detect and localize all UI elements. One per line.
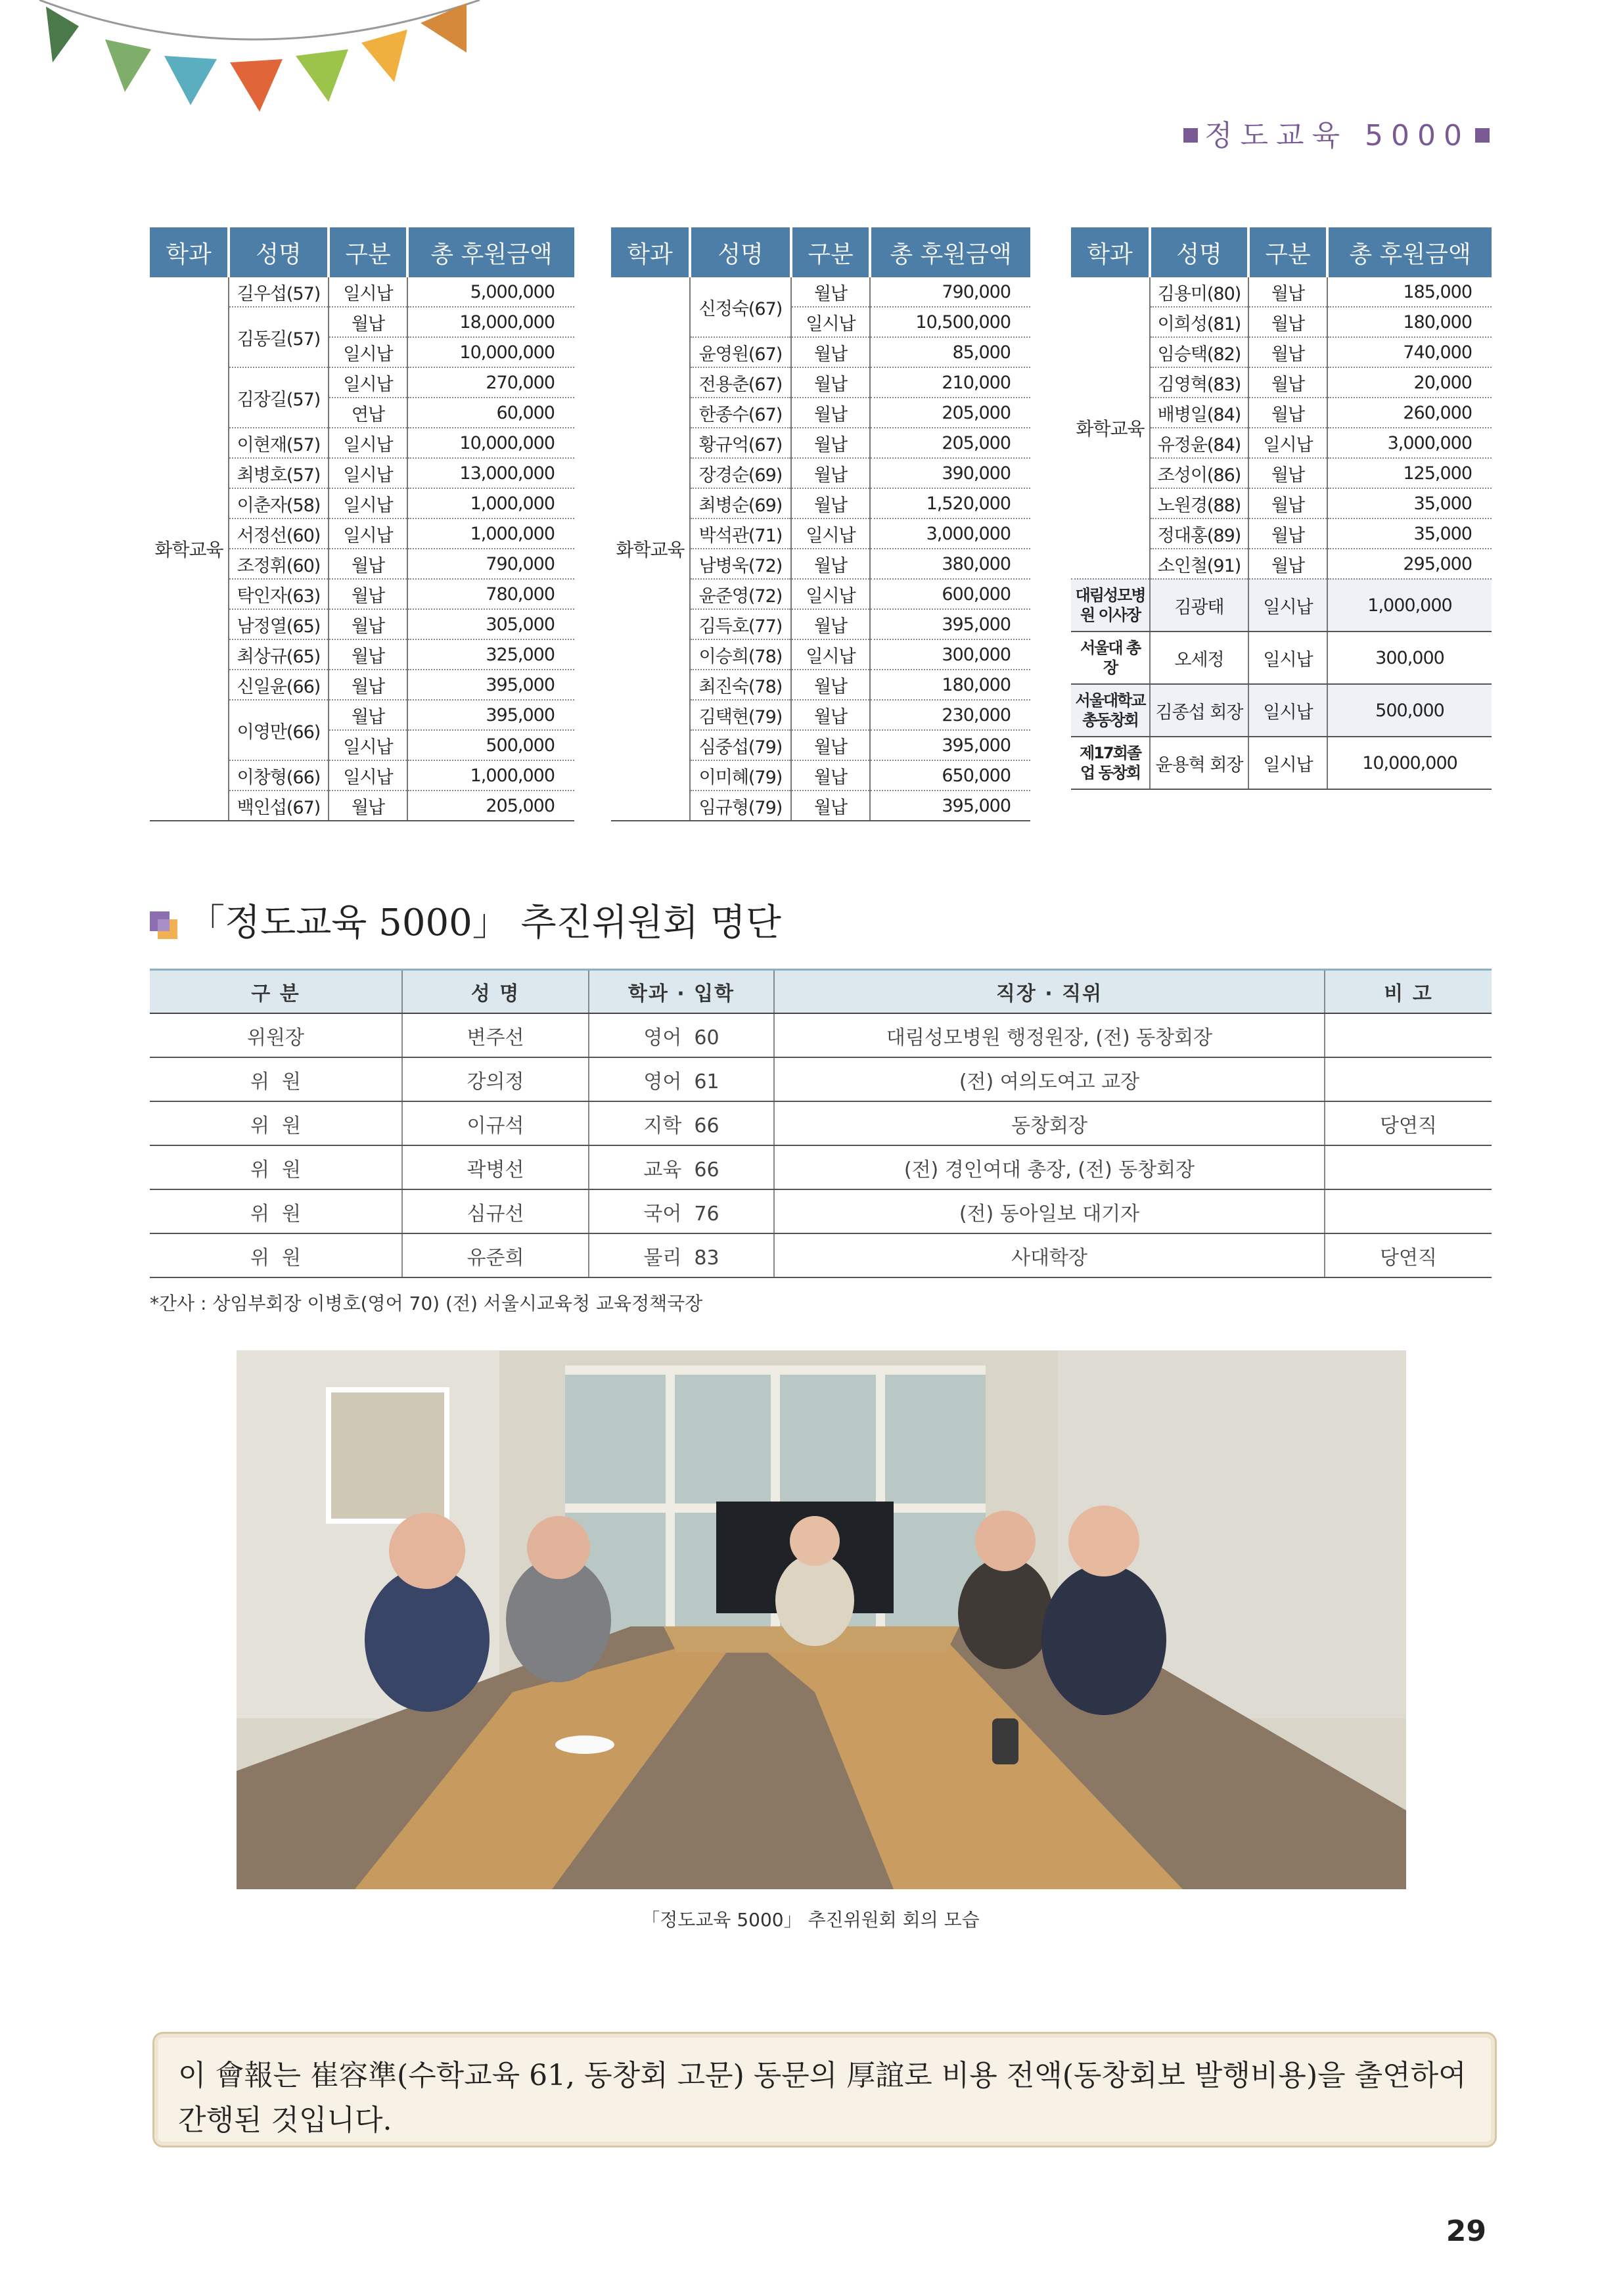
donor-name: 김장길(57) — [229, 367, 329, 428]
donation-amount: 205,000 — [870, 428, 1030, 458]
donor-name: 김광태 — [1150, 579, 1248, 631]
donor-name: 김득호(77) — [690, 609, 791, 639]
payment-type: 일시납 — [1248, 631, 1327, 684]
donation-amount: 205,000 — [870, 398, 1030, 428]
donation-amount: 3,000,000 — [1327, 428, 1492, 458]
payment-type: 월납 — [791, 730, 870, 760]
position-cell: (전) 여의도여고 교장 — [774, 1057, 1325, 1101]
payment-type: 월납 — [1248, 367, 1327, 398]
donation-amount: 600,000 — [870, 579, 1030, 609]
donor-name: 이희성(81) — [1150, 307, 1248, 337]
donation-amount: 380,000 — [870, 549, 1030, 579]
donation-amount: 210,000 — [870, 367, 1030, 398]
committee-row — [150, 1189, 1492, 1233]
remark-cell — [1325, 1145, 1492, 1189]
donation-amount: 13,000,000 — [407, 458, 574, 488]
donation-amount: 18,000,000 — [407, 307, 574, 337]
payment-type: 월납 — [791, 549, 870, 579]
position-cell: 동창회장 — [774, 1101, 1325, 1145]
payment-type: 월납 — [1248, 488, 1327, 518]
donation-amount: 300,000 — [870, 639, 1030, 670]
donor-name: 유정윤(84) — [1150, 428, 1248, 458]
donor-name: 백인섭(67) — [229, 791, 329, 821]
donation-amount: 790,000 — [870, 277, 1030, 307]
donation-amount: 500,000 — [407, 730, 574, 760]
payment-type: 월납 — [1248, 549, 1327, 579]
remark-cell — [1325, 1189, 1492, 1233]
committee-row — [150, 1145, 1492, 1189]
payment-type: 월납 — [791, 670, 870, 700]
donor-name: 서정선(60) — [229, 518, 329, 549]
donor-row-special — [1071, 631, 1492, 684]
payment-type: 일시납 — [329, 337, 407, 367]
payment-type: 일시납 — [329, 730, 407, 760]
payment-type: 월납 — [1248, 398, 1327, 428]
position-cell: (전) 동아일보 대기자 — [774, 1189, 1325, 1233]
dept-year-cell: 지학 66 — [589, 1101, 774, 1145]
donor-table-1: 학과 성명 구분 총 후원금액 화학교육 길우섭(57) 일시납 5,000,000 김동길(57) 월납 18,000,000 일시납 10,000,000 김장길(57) 일시납 270,000 연납 60,000 이현재(57) 일시납 10,000,000 최병호(57) 일시납 13,000,000 이춘자(58) 일시납 1,000,000 서정선(60) 일시납 1,000,000 조정휘(60) 월납 790,000 탁인자(63) 월납 780,000 남정열(65) 월납 305,000 최상규(65) 월납 325,000 신일윤(66) 월납 395,000 이영만(66) 월납 395,000 일시납 500,000 이창형(66) 일시납 1,000,000 백인섭(67) 월납 205,000 — [150, 227, 574, 821]
member-name: 강의정 — [402, 1057, 589, 1101]
payment-type: 월납 — [1248, 307, 1327, 337]
donor-name: 김택현(79) — [690, 700, 791, 730]
donation-amount: 650,000 — [870, 760, 1030, 791]
donation-amount: 780,000 — [407, 579, 574, 609]
payment-type: 월납 — [329, 549, 407, 579]
position-cell: 사대학장 — [774, 1233, 1325, 1277]
payment-type: 월납 — [329, 700, 407, 730]
donor-name: 탁인자(63) — [229, 579, 329, 609]
role-cell: 위 원 — [150, 1101, 402, 1145]
donor-name: 소인철(91) — [1150, 549, 1248, 579]
payment-type: 일시납 — [329, 277, 407, 307]
donor-name: 이창형(66) — [229, 760, 329, 791]
donor-row — [150, 277, 574, 307]
donor-name: 조정휘(60) — [229, 549, 329, 579]
payment-type: 일시납 — [1248, 428, 1327, 458]
donation-amount: 10,000,000 — [407, 337, 574, 367]
donation-amount: 395,000 — [870, 791, 1030, 821]
dept-cell: 화학교육 — [611, 277, 690, 821]
remark-cell: 당연직 — [1325, 1233, 1492, 1277]
donation-amount: 5,000,000 — [407, 277, 574, 307]
donation-amount: 395,000 — [407, 670, 574, 700]
donation-amount: 305,000 — [407, 609, 574, 639]
donation-amount: 1,000,000 — [407, 760, 574, 791]
member-name: 곽병선 — [402, 1145, 589, 1189]
payment-type: 일시납 — [791, 639, 870, 670]
donation-amount: 185,000 — [1327, 277, 1492, 307]
payment-type: 연납 — [329, 398, 407, 428]
donor-row-special — [1071, 737, 1492, 789]
donor-name: 남정열(65) — [229, 609, 329, 639]
member-name: 유준희 — [402, 1233, 589, 1277]
donation-amount: 1,520,000 — [870, 488, 1030, 518]
donor-name: 김종섭 회장 — [1150, 684, 1248, 737]
donation-amount: 790,000 — [407, 549, 574, 579]
donor-name: 윤준영(72) — [690, 579, 791, 609]
page-number: 29 — [1446, 2215, 1486, 2248]
role-cell: 위원장 — [150, 1013, 402, 1057]
payment-type: 월납 — [1248, 337, 1327, 367]
donation-amount: 10,000,000 — [407, 428, 574, 458]
donor-row-special — [1071, 579, 1492, 631]
donor-name: 최진숙(78) — [690, 670, 791, 700]
dept-year-cell: 영어 61 — [589, 1057, 774, 1101]
payment-type: 월납 — [791, 398, 870, 428]
donor-name: 임규형(79) — [690, 791, 791, 821]
donation-amount: 35,000 — [1327, 488, 1492, 518]
role-cell: 위 원 — [150, 1233, 402, 1277]
dept-year-cell: 국어 76 — [589, 1189, 774, 1233]
payment-type: 일시납 — [791, 307, 870, 337]
donor-name: 최병순(69) — [690, 488, 791, 518]
donor-name: 최상규(65) — [229, 639, 329, 670]
role-cell: 위 원 — [150, 1057, 402, 1101]
donor-name: 이승희(78) — [690, 639, 791, 670]
donation-amount: 35,000 — [1327, 518, 1492, 549]
committee-row — [150, 1101, 1492, 1145]
donor-name: 이현재(57) — [229, 428, 329, 458]
role-cell: 위 원 — [150, 1189, 402, 1233]
committee-row — [150, 1057, 1492, 1101]
payment-type: 월납 — [329, 307, 407, 337]
payment-type: 월납 — [791, 700, 870, 730]
member-name: 이규석 — [402, 1101, 589, 1145]
donor-name: 길우섭(57) — [229, 277, 329, 307]
member-name: 심규선 — [402, 1189, 589, 1233]
dept-cell: 화학교육 — [150, 277, 229, 821]
donation-amount: 325,000 — [407, 639, 574, 670]
donor-row — [611, 277, 1030, 307]
donation-amount: 295,000 — [1327, 549, 1492, 579]
donation-amount: 10,000,000 — [1327, 737, 1492, 789]
donor-name: 신정숙(67) — [690, 277, 791, 337]
committee-row — [150, 1013, 1492, 1057]
payment-type: 일시납 — [329, 428, 407, 458]
donation-amount: 125,000 — [1327, 458, 1492, 488]
payment-type: 월납 — [1248, 518, 1327, 549]
donation-amount: 180,000 — [1327, 307, 1492, 337]
donation-amount: 740,000 — [1327, 337, 1492, 367]
position-cell: (전) 경인여대 총장, (전) 동창회장 — [774, 1145, 1325, 1189]
photo-caption: 「정도교육 5000」 추진위원회 회의 모습 — [641, 1909, 980, 1931]
remark-cell — [1325, 1057, 1492, 1101]
payment-type: 일시납 — [1248, 737, 1327, 789]
committee-table: 구 분 성 명 학과 · 입학 직장 · 직위 비 고 위원장 변주선 영어 60 대림성모병원 행정원장, (전) 동창회장 위 원 강의정 영어 61 (전) 여의도여고 교장 위 원 이규석 지학 66 동창회장 당연직 위 원 곽병선 교육 66 (전) 경인여대 총장, (전) 동창회장 위 원 심규선 국어 76 (전) 동아일보 대기자 위 원 유준희 물리 83 사대학장 당연직 — [150, 969, 1492, 1278]
payment-type: 월납 — [791, 367, 870, 398]
payment-type: 월납 — [791, 760, 870, 791]
donation-amount: 270,000 — [407, 367, 574, 398]
donor-name: 전용춘(67) — [690, 367, 791, 398]
position-cell: 대림성모병원 행정원장, (전) 동창회장 — [774, 1013, 1325, 1057]
payment-type: 일시납 — [329, 367, 407, 398]
donor-name: 황규억(67) — [690, 428, 791, 458]
sponsor-notice-box — [152, 2032, 1497, 2147]
donor-name: 김동길(57) — [229, 307, 329, 367]
payment-type: 일시납 — [1248, 579, 1327, 631]
payment-type: 월납 — [791, 428, 870, 458]
donor-name: 오세정 — [1150, 631, 1248, 684]
payment-type: 월납 — [329, 639, 407, 670]
payment-type: 일시납 — [329, 458, 407, 488]
donor-name: 노원경(88) — [1150, 488, 1248, 518]
secretary-note: *간사 : 상임부회장 이병호(영어 70) (전) 서울시교육청 교육정책국장 — [150, 1293, 703, 1314]
payment-type: 월납 — [329, 670, 407, 700]
donation-amount: 205,000 — [407, 791, 574, 821]
donor-name: 윤영원(67) — [690, 337, 791, 367]
dept-cell: 화학교육 — [1071, 277, 1150, 579]
payment-type: 월납 — [791, 277, 870, 307]
donor-name: 심중섭(79) — [690, 730, 791, 760]
remark-cell: 당연직 — [1325, 1101, 1492, 1145]
donation-amount: 85,000 — [870, 337, 1030, 367]
dept-cell: 서울대 총장 — [1071, 631, 1150, 684]
donation-amount: 3,000,000 — [870, 518, 1030, 549]
payment-type: 일시납 — [791, 518, 870, 549]
committee-section-title: 「정도교육 5000」 추진위원회 명단 — [150, 894, 781, 946]
donor-name: 남병욱(72) — [690, 549, 791, 579]
donor-table-2: 학과 성명 구분 총 후원금액 화학교육 신정숙(67) 월납 790,000 일시납 10,500,000 윤영원(67) 월납 85,000 전용춘(67) 월납 210,000 한종수(67) 월납 205,000 황규억(67) 월납 205,000 장경순(69) 월납 390,000 최병순(69) 월납 1,520,000 박석관(71) 일시납 3,000,000 남병욱(72) 월납 380,000 윤준영(72) 일시납 600,000 김득호(77) 월납 395,000 이승희(78) 일시납 300,000 최진숙(78) 월납 180,000 김택현(79) 월납 230,000 심중섭(79) 월납 395,000 이미혜(79) 월납 650,000 임규형(79) 월납 395,000 — [611, 227, 1030, 821]
donation-amount: 500,000 — [1327, 684, 1492, 737]
donation-amount: 260,000 — [1327, 398, 1492, 428]
donor-name: 이미혜(79) — [690, 760, 791, 791]
donation-amount: 1,000,000 — [1327, 579, 1492, 631]
payment-type: 일시납 — [791, 579, 870, 609]
dept-cell: 제17회졸업 동창회 — [1071, 737, 1150, 789]
donation-amount: 10,500,000 — [870, 307, 1030, 337]
donor-name: 김영혁(83) — [1150, 367, 1248, 398]
donation-amount: 230,000 — [870, 700, 1030, 730]
role-cell: 위 원 — [150, 1145, 402, 1189]
payment-type: 월납 — [791, 488, 870, 518]
payment-type: 일시납 — [1248, 684, 1327, 737]
donor-name: 정대홍(89) — [1150, 518, 1248, 549]
payment-type: 월납 — [1248, 458, 1327, 488]
donor-name: 김용미(80) — [1150, 277, 1248, 307]
section-header-tag: 정도교육 5000 — [1183, 112, 1490, 154]
square-bullet-icon — [150, 911, 179, 940]
donor-row — [1071, 277, 1492, 307]
donor-name: 장경순(69) — [690, 458, 791, 488]
sponsor-notice-text: 이 會報는 崔容準(수학교육 61, 동창회 고문) 동문의 厚誼로 비용 전액(동창회보 발행비용)을 출연하여 간행된 것입니다. — [178, 2059, 1467, 2137]
remark-cell — [1325, 1013, 1492, 1057]
donor-row-special — [1071, 684, 1492, 737]
donation-amount: 395,000 — [870, 609, 1030, 639]
donor-table-3: 학과 성명 구분 총 후원금액 화학교육 김용미(80) 월납 185,000 이희성(81) 월납 180,000 임승택(82) 월납 740,000 김영혁(83) 월납 20,000 배병일(84) 월납 260,000 유정윤(84) 일시납 3,000,000 조성이(86) 월납 125,000 노원경(88) 월납 35,000 정대홍(89) 월납 35,000 소인철(91) 월납 295,000 대림성모병원 이사장 김광태 일시납 1,000,000 서울대 총장 오세정 일시납 300,000 서울대학교 총동창회 김종섭 회장 일시납 500,000 제17회졸업 동창회 윤용혁 회장 일시납 10,000,000 — [1071, 227, 1492, 790]
dept-cell: 대림성모병원 이사장 — [1071, 579, 1150, 631]
committee-row — [150, 1233, 1492, 1277]
donor-name: 최병호(57) — [229, 458, 329, 488]
payment-type: 월납 — [329, 791, 407, 821]
donation-amount: 390,000 — [870, 458, 1030, 488]
dept-year-cell: 영어 60 — [589, 1013, 774, 1057]
payment-type: 월납 — [329, 579, 407, 609]
donor-name: 한종수(67) — [690, 398, 791, 428]
dept-year-cell: 교육 66 — [589, 1145, 774, 1189]
donor-name: 조성이(86) — [1150, 458, 1248, 488]
donor-name: 윤용혁 회장 — [1150, 737, 1248, 789]
payment-type: 월납 — [329, 609, 407, 639]
donation-amount: 180,000 — [870, 670, 1030, 700]
donor-name: 박석관(71) — [690, 518, 791, 549]
donation-amount: 1,000,000 — [407, 518, 574, 549]
donor-name: 이영만(66) — [229, 700, 329, 760]
donation-amount: 300,000 — [1327, 631, 1492, 684]
bunting-decoration — [0, 0, 499, 131]
payment-type: 월납 — [1248, 277, 1327, 307]
payment-type: 월납 — [791, 458, 870, 488]
dept-year-cell: 물리 83 — [589, 1233, 774, 1277]
donor-name: 배병일(84) — [1150, 398, 1248, 428]
donation-amount: 1,000,000 — [407, 488, 574, 518]
member-name: 변주선 — [402, 1013, 589, 1057]
donation-amount: 20,000 — [1327, 367, 1492, 398]
payment-type: 일시납 — [329, 518, 407, 549]
donor-name: 임승택(82) — [1150, 337, 1248, 367]
donor-name: 이춘자(58) — [229, 488, 329, 518]
donation-amount: 395,000 — [407, 700, 574, 730]
payment-type: 월납 — [791, 337, 870, 367]
donation-amount: 395,000 — [870, 730, 1030, 760]
donor-name: 신일윤(66) — [229, 670, 329, 700]
dept-cell: 서울대학교 총동창회 — [1071, 684, 1150, 737]
donation-amount: 60,000 — [407, 398, 574, 428]
payment-type: 월납 — [791, 609, 870, 639]
meeting-photo — [237, 1350, 1406, 1889]
payment-type: 월납 — [791, 791, 870, 821]
payment-type: 일시납 — [329, 760, 407, 791]
payment-type: 일시납 — [329, 488, 407, 518]
